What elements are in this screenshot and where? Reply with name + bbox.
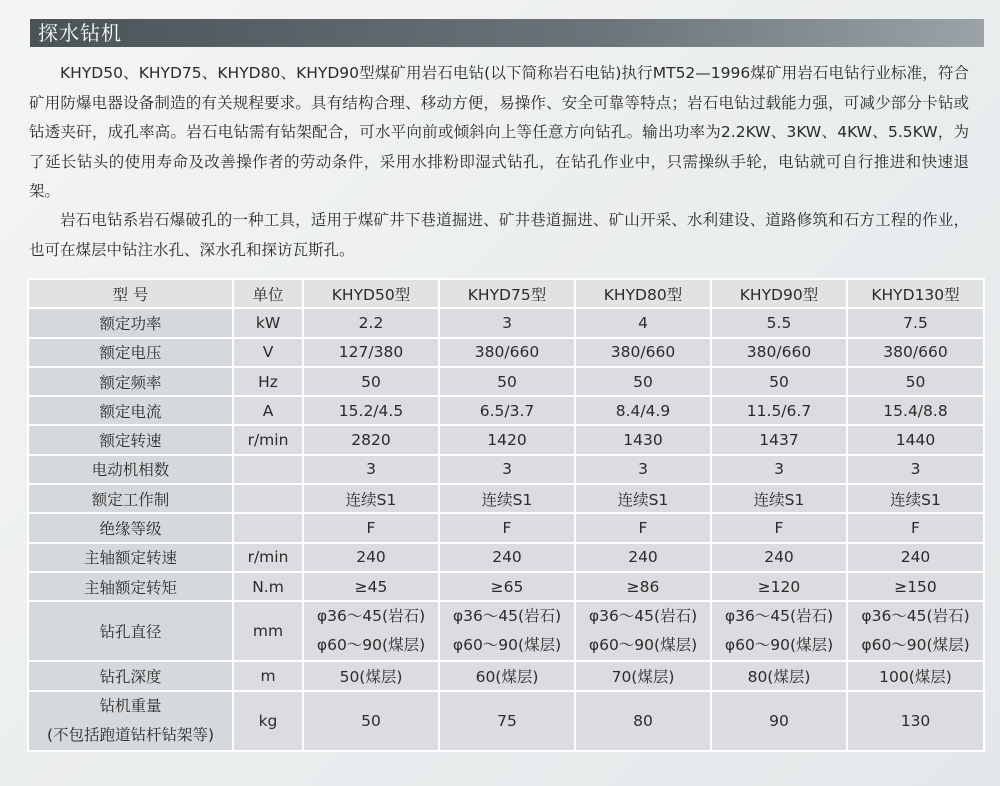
diameter-rock: φ36～45(岩石) (588, 607, 698, 626)
table-cell: 8.4/4.9 (575, 396, 711, 425)
header-cell: 型 号 (28, 279, 233, 308)
table-cell: 70(煤层) (575, 661, 711, 690)
table-row (28, 455, 984, 484)
table-cell: ≥120 (711, 572, 847, 601)
header-cell: 单位 (233, 279, 303, 308)
table-cell: 50 (303, 691, 439, 751)
table-cell: 3 (439, 308, 575, 337)
weight-label-note: (不包括跑道钻杆钻架等) (46, 725, 215, 744)
table-row (28, 308, 984, 337)
table-cell: 3 (439, 455, 575, 484)
table-cell: F (711, 513, 847, 542)
usage-paragraph: 岩石电钻系岩石爆破孔的一种工具，适用于煤矿井下巷道掘进、矿井巷道掘进、矿山开采、水利建设、道路修筑和石方工程的作业，也可在煤层中钻注水孔、深水孔和探访瓦斯孔。 (29, 211, 969, 259)
table-row (28, 513, 984, 542)
table-cell (233, 513, 303, 542)
table-cell: 3 (575, 455, 711, 484)
table-cell: 6.5/3.7 (439, 396, 575, 425)
row-label: 主轴额定转速 (28, 543, 233, 572)
table-cell: 连续S1 (439, 484, 575, 513)
table-cell (233, 484, 303, 513)
intro-paragraph: KHYD50、KHYD75、KHYD80、KHYD90型煤矿用岩石电钻(以下简称岩石电钻)执行MT52—1996煤矿用岩石电钻行业标准，符合矿用防爆电器设备制造的有关规程要求。具有结构合理、移动方便，易操作、安全可靠等特点；岩石电钻过载能力强，可减少部分卡钻或钻透夹矸，成孔率高。岩石电钻需有钻架配合，可水平向前或倾斜向上等任意方向钻孔。输出功率为2.2KW、3KW、4KW、5.5KW，为了延长钻头的使用寿命及改善操作者的劳动条件，采用水排粉即湿式钻孔，在钻孔作业中，只需操纵手轮，电钻就可自行推进和快速退架。 (29, 64, 969, 200)
table-cell (233, 455, 303, 484)
table-cell: 4 (575, 308, 711, 337)
table-cell: 连续S1 (847, 484, 984, 513)
table-cell: Hz (233, 367, 303, 396)
table-cell: 50 (303, 367, 439, 396)
table-cell: 240 (303, 543, 439, 572)
table-cell: 60(煤层) (439, 661, 575, 690)
table-cell: F (847, 513, 984, 542)
table-cell: 连续S1 (303, 484, 439, 513)
diameter-rock: φ36～45(岩石) (724, 607, 834, 626)
table-cell: ≥45 (303, 572, 439, 601)
diameter-coal: φ60～90(煤层) (588, 636, 698, 655)
table-cell: kg (233, 691, 303, 751)
table-cell: A (233, 396, 303, 425)
table-cell (847, 601, 984, 661)
table-cell: 50 (847, 367, 984, 396)
page-title: 探水钻机 (30, 19, 984, 47)
table-cell: V (233, 338, 303, 367)
table-cell: kW (233, 308, 303, 337)
header-cell: KHYD130型 (847, 279, 984, 308)
table-cell: 50 (439, 367, 575, 396)
table-cell: 380/660 (711, 338, 847, 367)
table-cell: ≥86 (575, 572, 711, 601)
table-cell: m (233, 661, 303, 690)
table-cell: r/min (233, 543, 303, 572)
table-row (28, 338, 984, 367)
table-cell: 50(煤层) (303, 661, 439, 690)
table-row-weight (28, 691, 984, 751)
table-cell: 130 (847, 691, 984, 751)
table-row (28, 661, 984, 690)
table-cell: 240 (847, 543, 984, 572)
row-label: 额定电压 (28, 338, 233, 367)
table-cell: r/min (233, 425, 303, 454)
table-cell (711, 601, 847, 661)
row-label: 钻孔深度 (28, 661, 233, 690)
table-row (28, 425, 984, 454)
table-cell: 连续S1 (575, 484, 711, 513)
table-cell: 240 (439, 543, 575, 572)
table-cell: 380/660 (847, 338, 984, 367)
diameter-rock: φ36～45(岩石) (316, 607, 426, 626)
table-cell: 2.2 (303, 308, 439, 337)
table-cell: F (303, 513, 439, 542)
table-cell: N.m (233, 572, 303, 601)
table-cell: ≥65 (439, 572, 575, 601)
table-cell: 1430 (575, 425, 711, 454)
table-cell: 3 (847, 455, 984, 484)
table-cell: F (439, 513, 575, 542)
row-label: 额定工作制 (28, 484, 233, 513)
table-cell: 15.4/8.8 (847, 396, 984, 425)
row-label: 主轴额定转矩 (28, 572, 233, 601)
table-cell (303, 601, 439, 661)
table-cell: mm (233, 601, 303, 661)
header-cell: KHYD90型 (711, 279, 847, 308)
table-header-row (28, 279, 984, 308)
table-row (28, 572, 984, 601)
table-cell (575, 601, 711, 661)
header-cell: KHYD50型 (303, 279, 439, 308)
table-cell: ≥150 (847, 572, 984, 601)
row-label: 额定电流 (28, 396, 233, 425)
table-cell: 80 (575, 691, 711, 751)
table-row (28, 367, 984, 396)
table-row (28, 396, 984, 425)
table-cell: 50 (711, 367, 847, 396)
table-cell: 50 (575, 367, 711, 396)
table-cell: 11.5/6.7 (711, 396, 847, 425)
table-cell: 380/660 (575, 338, 711, 367)
row-label: 额定功率 (28, 308, 233, 337)
table-row (28, 484, 984, 513)
table-cell: 100(煤层) (847, 661, 984, 690)
row-label (28, 691, 233, 751)
diameter-coal: φ60～90(煤层) (861, 636, 970, 655)
diameter-rock: φ36～45(岩石) (861, 607, 970, 626)
table-cell: 75 (439, 691, 575, 751)
table-cell: F (575, 513, 711, 542)
table-row (28, 543, 984, 572)
row-label: 额定频率 (28, 367, 233, 396)
table-cell: 1440 (847, 425, 984, 454)
header-cell: KHYD80型 (575, 279, 711, 308)
table-cell: 7.5 (847, 308, 984, 337)
table-cell: 2820 (303, 425, 439, 454)
row-label: 钻孔直径 (28, 601, 233, 661)
table-cell: 1420 (439, 425, 575, 454)
row-label: 绝缘等级 (28, 513, 233, 542)
table-cell: 240 (575, 543, 711, 572)
row-label: 额定转速 (28, 425, 233, 454)
diameter-coal: φ60～90(煤层) (452, 636, 562, 655)
header-cell: KHYD75型 (439, 279, 575, 308)
table-row-diameter (28, 601, 984, 661)
table-cell: 连续S1 (711, 484, 847, 513)
table-cell: 90 (711, 691, 847, 751)
weight-label: 钻机重量 (99, 696, 162, 715)
spec-table (27, 278, 985, 752)
table-cell: 80(煤层) (711, 661, 847, 690)
table-cell: 380/660 (439, 338, 575, 367)
table-cell: 5.5 (711, 308, 847, 337)
diameter-coal: φ60～90(煤层) (724, 636, 834, 655)
table-cell: 3 (303, 455, 439, 484)
diameter-rock: φ36～45(岩石) (452, 607, 562, 626)
diameter-coal: φ60～90(煤层) (316, 636, 426, 655)
table-cell (439, 601, 575, 661)
row-label: 电动机相数 (28, 455, 233, 484)
table-cell: 1437 (711, 425, 847, 454)
table-cell: 240 (711, 543, 847, 572)
table-cell: 127/380 (303, 338, 439, 367)
table-cell: 3 (711, 455, 847, 484)
table-cell: 15.2/4.5 (303, 396, 439, 425)
